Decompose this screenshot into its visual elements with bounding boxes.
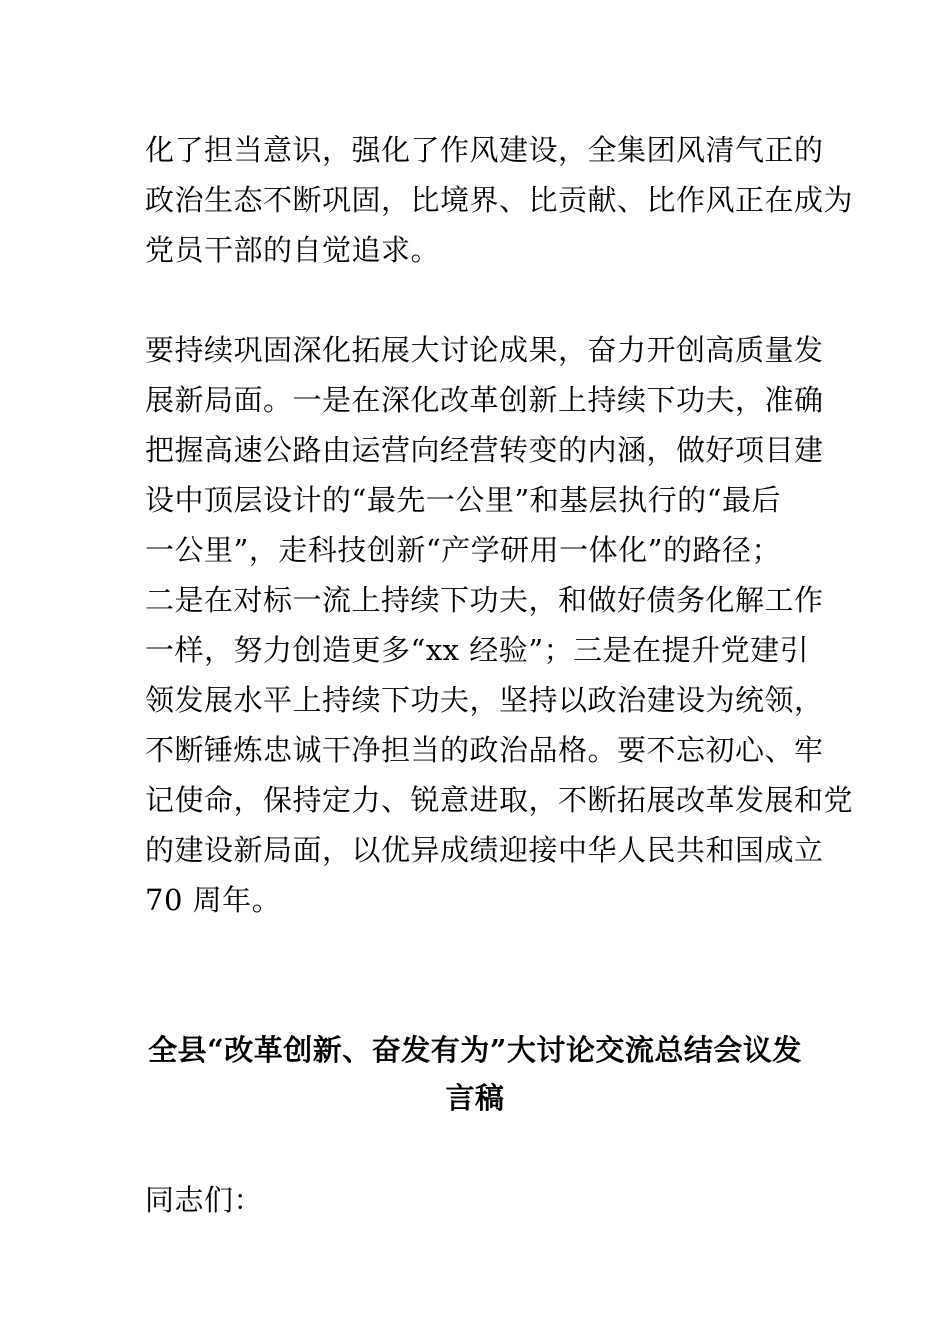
- text-line: 要持续巩固深化拓展大讨论成果，奋力开创高质量发: [145, 333, 824, 367]
- text-line: 二是在对标一流上持续下功夫，和做好债务化解工作: [145, 583, 824, 617]
- text-line: 政治生态不断巩固，比境界、比贡献、比作风正在成为: [145, 183, 854, 217]
- text-line: 不断锤炼忠诚干净担当的政治品格。要不忘初心、牢: [145, 733, 824, 767]
- title-line: 全县“改革创新、奋发有为”大讨论交流总结会议发: [148, 1033, 802, 1067]
- text-line: 一样，努力创造更多“xx 经验”；三是在提升党建引: [145, 633, 810, 667]
- text-line: 化了担当意识，强化了作风建设，全集团风清气正的: [145, 133, 824, 167]
- text-line: 的建设新局面，以优异成绩迎接中华人民共和国成立: [145, 833, 824, 867]
- text-line: 记使命，保持定力、锐意进取，不断拓展改革发展和党: [145, 783, 854, 817]
- text-line: 展新局面。一是在深化改革创新上持续下功夫，准确: [145, 383, 824, 417]
- title-line: 言稿: [445, 1081, 505, 1115]
- text-line: 把握高速公路由运营向经营转变的内涵，做好项目建: [145, 433, 824, 467]
- text-line: 设中顶层设计的“最先一公里”和基层执行的“最后: [145, 483, 781, 517]
- text-line: 党员干部的自觉追求。: [145, 233, 441, 267]
- text-line: 70 周年。: [145, 883, 282, 917]
- text-line: 领发展水平上持续下功夫，坚持以政治建设为统领，: [145, 683, 824, 717]
- salutation: 同志们：: [145, 1183, 264, 1217]
- text-line: 一公里”，走科技创新“产学研用一体化”的路径；: [145, 533, 781, 567]
